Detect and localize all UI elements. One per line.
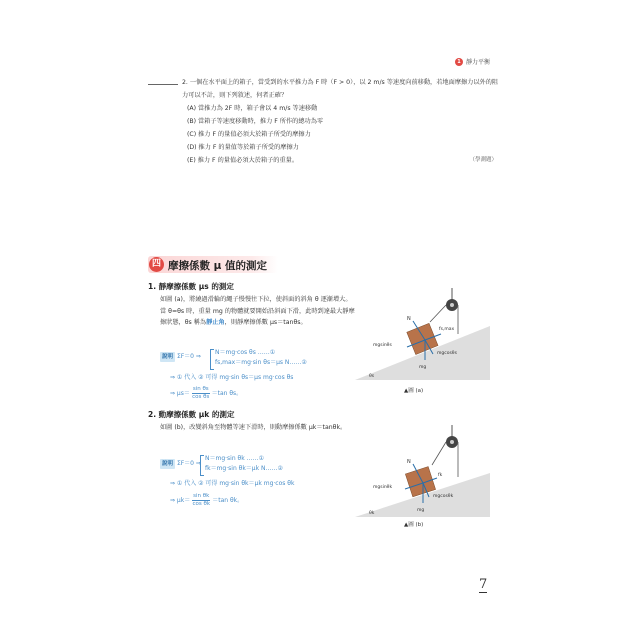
label-mgcos: mgcosθk (433, 494, 454, 499)
static-angle-term: 靜止角 (206, 319, 225, 326)
label-mg: mg (417, 508, 425, 513)
brace (200, 455, 204, 476)
static-result (170, 386, 242, 401)
result-prefix: ⇒ μs＝ (170, 390, 190, 397)
static-para-text: 如圖 (a)，將繞過滑輪的繩子慢慢往下拉，使斜面的斜角 θ 逐漸增大。當 θ=θs 時，重量 mg 的物體就要開始沿斜面下滑，此時到達最大靜摩擦狀態，θs 稱為 (160, 296, 355, 326)
result-prefix: ⇒ μk＝ (170, 497, 191, 504)
option-d: (D) 推力 F 的量值等於箱子所受的摩擦力 (187, 144, 299, 151)
label-f: fk (438, 473, 443, 478)
fraction-numerator: sin θs (192, 386, 209, 392)
incline-figure-a (355, 288, 495, 383)
brace (210, 349, 214, 370)
figure-a-caption: ▲圖 (a) (404, 388, 424, 394)
static-derivation (160, 352, 201, 362)
explain-badge: 說明 (162, 461, 174, 467)
kinetic-derivation (160, 459, 201, 469)
explain-badge: 說明 (162, 354, 174, 360)
label-mgsin: mgsinθk (373, 485, 393, 490)
question-2 (182, 76, 502, 167)
kinetic-eq2: fk＝mg·sin θk＝μk N……② (205, 465, 283, 472)
static-para-end: ，則靜摩擦係數 μs＝tanθs。 (224, 319, 307, 326)
option-b: (B) 當箱子等速度移動時，推力 F 所作的總功為零 (187, 118, 324, 125)
section-title: 摩擦係數 μ 值的測定 (168, 260, 268, 272)
result-suffix: ＝tan θk。 (212, 497, 244, 504)
fraction-denominator: cos θs (192, 394, 210, 400)
label-theta: θk (369, 511, 375, 516)
option-c: (C) 推力 F 的量值必須大於箱子所受的摩擦力 (187, 131, 311, 138)
label-mg: mg (419, 365, 427, 370)
fraction (192, 386, 210, 401)
label-theta: θs (369, 374, 375, 379)
sigma-f: ΣF＝0 ⇒ (176, 353, 201, 360)
figure-b-caption: ▲圖 (b) (404, 522, 424, 528)
fraction-numerator: sin θk (193, 493, 210, 499)
kinetic-eq1: N＝mg·sin θk ……① (205, 455, 264, 462)
kinetic-substitution: ⇒ ① 代入 ② 可得 mg·sin θk＝μk mg·cos θk (170, 480, 295, 487)
kinetic-heading: 2. 動摩擦係數 μk 的測定 (148, 410, 235, 419)
answer-blank (148, 84, 178, 85)
section-number: 四 (149, 257, 164, 272)
label-f: fs,max (439, 327, 455, 332)
kinetic-result (170, 493, 243, 508)
question-source: （學測題） (469, 157, 497, 163)
static-eq1: N＝mg·cos θs ……① (215, 349, 276, 356)
label-mgsin: mgsinθs (373, 343, 392, 348)
page-number: 7 (479, 577, 488, 592)
sigma-f: ΣF＝0 ⇒ (176, 460, 201, 467)
static-eq2: fs,max＝mg·sin θs＝μs N……② (215, 359, 307, 366)
question-stem: 2. 一個在水平面上的箱子，當受到的水平推力為 F 時（F > 0），以 2 m/s 等速度向前移動，若地面摩擦力以外的阻力可以不計，則下列敘述，何者正確？ (182, 79, 499, 99)
running-header (455, 57, 490, 66)
label-N: N (407, 459, 411, 465)
static-heading: 1. 靜摩擦係數 μs 的測定 (148, 282, 234, 291)
chapter-title: 靜力平衡 (465, 59, 490, 66)
option-e: (E) 推力 F 的量值必須大於箱子的重量。 (187, 157, 299, 164)
static-substitution: ⇒ ① 代入 ② 可得 mg·sin θs＝μs mg·cos θs (170, 374, 294, 381)
chapter-badge: 1 (455, 58, 463, 66)
incline-figure-b (355, 425, 495, 520)
label-N: N (407, 316, 411, 322)
result-suffix: ＝tan θs。 (211, 390, 243, 397)
option-a: (A) 當推力為 2F 時，箱子會以 4 m/s 等速移動 (187, 105, 318, 112)
label-mgcos: mgcosθs (437, 351, 457, 356)
fraction-denominator: cos θk (192, 501, 211, 507)
kinetic-paragraph: 如圖 (b)，改變斜角至物體等速下滑時，則動摩擦係數 μk＝tanθk。 (160, 424, 347, 431)
fraction (192, 493, 210, 508)
static-paragraph (160, 294, 356, 329)
